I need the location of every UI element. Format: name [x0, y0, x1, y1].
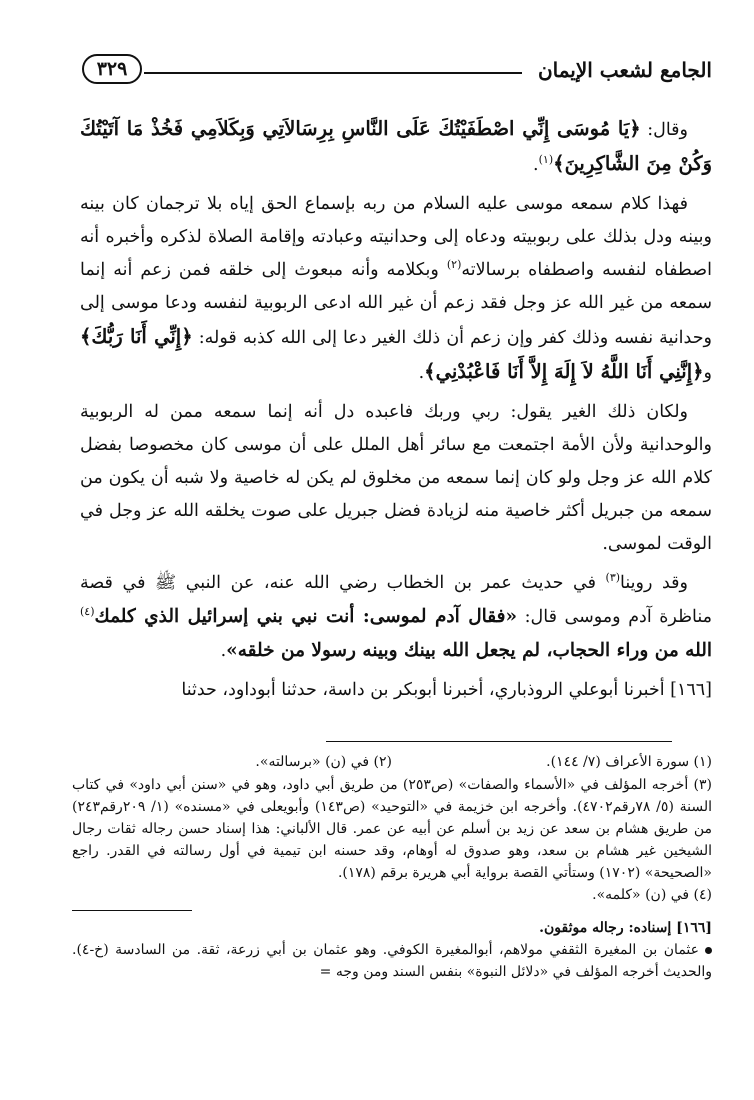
- footnotes: [72, 750, 712, 983]
- main-text: [80, 112, 712, 707]
- paragraph-2-end: .: [418, 363, 425, 383]
- footnote-1: (١) سورة الأعراف (٧/ ١٤٤).: [546, 754, 712, 770]
- footnote-inner-separator: [72, 910, 192, 911]
- footnote-2: (٢) في (ن) «برسالته».: [255, 754, 392, 770]
- paragraph-2: [80, 188, 712, 390]
- footnote-narrator-text: عثمان بن المغيرة الثقفي مولاهم، أبوالمغيرة الكوفي. وهو عثمان بن أبي زرعة، ثقة. من السادسة (خ-٤). والحديث أخرجه المؤلف في «دلائل النبوة» بنفس السند ومن وجه =: [72, 942, 712, 980]
- paragraph-4-end: .: [220, 641, 227, 661]
- quran-verse-3: ﴿إِنَّنِي أَنَا اللَّهُ لاَ إِلَهَ إِلاَّ أَنَا فَاعْبُدْنِي﴾: [424, 360, 704, 383]
- hadith-quote-part-2: الله من وراء الحجاب، لم يجعل الله بينك وبينه رسولا من خلقه»: [226, 640, 712, 661]
- paragraph-1: [80, 112, 712, 182]
- paragraph-3: ولكان ذلك الغير يقول: ربي وربك فاعبده دل أنه إنما سمعه ممن له الربوبية والوحدانية ولأن الأمة اجتمعت مع سائر أهل الملل على أن موسى كان مخصوصا بفضل كلام الله عز وجل ولو كان إنما سمعه من مخلوق لم يكن له خاصية ولا شبه أن يكون من سمعه من جبريل أكثر خاصية منه لزيادة فضل جبريل على صوت يخلقه الله عز وجل في الوقت لموسى.: [80, 402, 712, 554]
- page-number: ٣٢٩: [82, 54, 142, 84]
- footnote-ref-1: (١): [538, 153, 554, 167]
- footnote-narrator: [72, 939, 712, 983]
- page-header: [82, 52, 712, 92]
- paragraph-4-text-b: في حديث عمر بن الخطاب رضي الله عنه، عن النبي ﷺ في قصة مناظرة آدم وموسى قال:: [80, 573, 713, 627]
- footnote-ref-2: (٢): [446, 258, 462, 272]
- quran-verse-1: ﴿يَا مُوسَى إِنِّي اصْطَفَيْتُكَ عَلَى النَّاسِ بِرِسَالاَتِي وَبِكَلاَمِي فَخُذْ مَا آتَيْتُكَ وَكُنْ مِنَ الشَّاكِرِينَ﴾: [80, 117, 712, 175]
- footnote-4: (٤) في (ن) «كلمه».: [592, 887, 712, 903]
- paragraph-2-conjunction: و: [703, 363, 712, 383]
- quran-verse-2: ﴿إِنِّي أَنَا رَبُّكَ﴾: [80, 325, 193, 348]
- hadith-quote-part-1: «فقال آدم لموسى: أنت نبي بني إسرائيل الذي كلمك: [94, 606, 518, 627]
- paragraph-4-text-a: وقد روينا: [620, 573, 688, 593]
- paragraph-1-end: .: [533, 155, 539, 175]
- bullet-icon: [705, 947, 712, 954]
- paragraph-5: [١٦٦] أخبرنا أبوعلي الروذباري، أخبرنا أبوبكر بن داسة، حدثنا أبوداود، حدثنا: [181, 680, 712, 700]
- running-title: الجامع لشعب الإيمان: [537, 58, 712, 82]
- header-rule: [144, 72, 522, 74]
- footnote-ref-4: (٤): [80, 605, 95, 619]
- paragraph-2-text: فهذا كلام سمعه موسى عليه السلام من ربه بإسماع الحق إياه بلا ترجمان كان بينه وبينه ودل بذلك على ربوبيته ودعاه إلى وحدانيته وعبادته وإقامة الصلاة لذكره وأخبره أنه اصطفاه لنفسه واصطفاه برسالاته: [80, 194, 712, 280]
- footnote-isnad: [١٦٦] إسناده: رجاله موثقون.: [539, 920, 712, 936]
- footnote-ref-3: (٣): [605, 571, 621, 585]
- paragraph-1-intro: وقال:: [640, 120, 688, 140]
- paragraph-4: [80, 567, 712, 668]
- footnote-3: (٣) أخرجه المؤلف في «الأسماء والصفات» (ص٢٥٣) من طريق أبي داود، وهو في «سنن أبي داود» في كتاب السنة (٥/ ٧٨رقم٤٧٠٢). وأخرجه ابن خزيمة في «التوحيد» (ص١٤٣) وأبويعلى في «مسنده» (١/ ٢٠٩رقم٢٤٣) من طريق هشام بن سعد عن زيد بن أسلم عن أبيه عن عمر. قال الألباني: هذا إسناد حسن رجاله ثقات رجال الشيخين غير هشام بن سعد، وهو صدوق له أوهام، وقد حسنه ابن تيمية في أول رسالته في القدر. راجع «الصحيحة» (١٧٠٢) وستأتي القصة برواية أبي هريرة برقم (١٧٨).: [72, 777, 713, 881]
- footnote-separator: [326, 741, 672, 742]
- footnote-row-1-2: [72, 750, 712, 774]
- paragraph-2-text-continued: وبكلامه وأنه مبعوث إلى خلقه فمن زعم أنه إنما سمعه من غير الله عز وجل فقد زعم أن غير الله ادعى الربوبية لنفسه ودعا موسى إلى وحدانية نفسه وذلك كفر وإن زعم أن ذلك الغير دعا إلى الله كذبه قوله:: [80, 260, 713, 348]
